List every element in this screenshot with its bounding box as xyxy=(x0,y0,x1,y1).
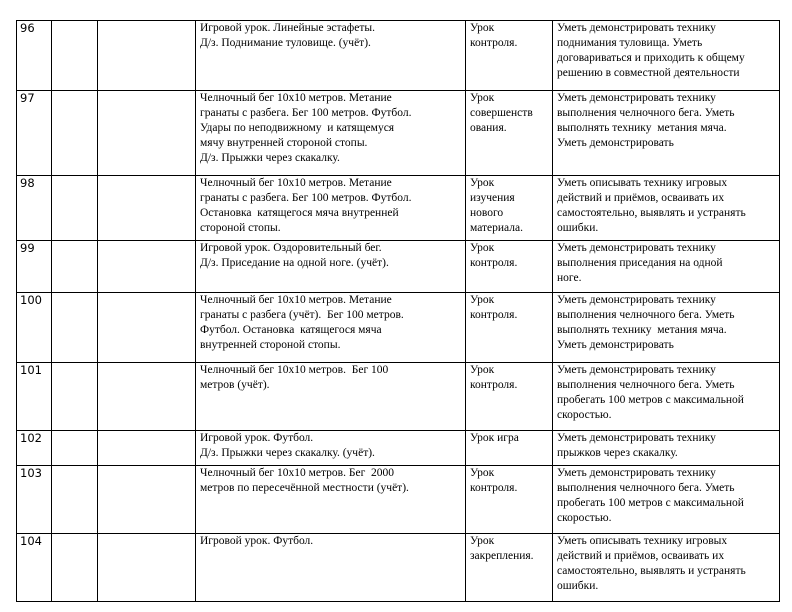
lesson-type: Урок контроля. xyxy=(466,466,553,534)
lesson-outcome: Уметь описывать технику игровых действий и приёмов, осваивать их самостоятельно, выявлять и устранять ошибки. xyxy=(553,534,780,602)
empty-cell xyxy=(52,176,98,241)
lesson-type: Урок контроля. xyxy=(466,241,553,293)
empty-cell xyxy=(52,534,98,602)
lesson-number: 99 xyxy=(17,241,52,293)
empty-cell xyxy=(98,363,196,431)
lesson-topic: Челночный бег 10х10 метров. Бег 2000 метров по пересечённой местности (учёт). xyxy=(196,466,466,534)
table-row xyxy=(17,176,780,241)
lesson-topic: Челночный бег 10х10 метров. Метание гранаты с разбега. Бег 100 метров. Футбол. Удары по неподвижному и катящемуся мячу внутренней стороной стопы. Д/з. Прыжки через скакалку. xyxy=(196,91,466,176)
empty-cell xyxy=(98,21,196,91)
lesson-outcome: Уметь демонстрировать технику выполнения челночного бега. Уметь выполнять технику метания мяча. Уметь демонстрировать xyxy=(553,91,780,176)
empty-cell xyxy=(52,21,98,91)
lesson-number: 101 xyxy=(17,363,52,431)
empty-cell xyxy=(98,91,196,176)
empty-cell xyxy=(52,363,98,431)
empty-cell xyxy=(52,241,98,293)
table-row xyxy=(17,534,780,602)
lesson-type: Урок изучения нового материала. xyxy=(466,176,553,241)
lesson-type: Урок контроля. xyxy=(466,21,553,91)
table-row xyxy=(17,241,780,293)
lesson-type: Урок игра xyxy=(466,431,553,466)
empty-cell xyxy=(98,466,196,534)
lesson-outcome: Уметь демонстрировать технику выполнения челночного бега. Уметь пробегать 100 метров с максимальной скоростью. xyxy=(553,466,780,534)
empty-cell xyxy=(52,293,98,363)
lesson-topic: Игровой урок. Оздоровительный бег. Д/з. Приседание на одной ноге. (учёт). xyxy=(196,241,466,293)
lesson-outcome: Уметь демонстрировать технику поднимания туловища. Уметь договариваться и приходить к общему решению в совместной деятельности xyxy=(553,21,780,91)
lesson-number: 98 xyxy=(17,176,52,241)
empty-cell xyxy=(98,534,196,602)
empty-cell xyxy=(98,293,196,363)
lesson-topic: Игровой урок. Футбол. xyxy=(196,534,466,602)
lesson-number: 102 xyxy=(17,431,52,466)
table-row xyxy=(17,431,780,466)
lesson-outcome: Уметь демонстрировать технику выполнения челночного бега. Уметь выполнять технику метания мяча. Уметь демонстрировать xyxy=(553,293,780,363)
table-row xyxy=(17,363,780,431)
lesson-type: Урок контроля. xyxy=(466,363,553,431)
empty-cell xyxy=(98,241,196,293)
lesson-number: 97 xyxy=(17,91,52,176)
lesson-topic: Челночный бег 10х10 метров. Метание гранаты с разбега (учёт). Бег 100 метров. Футбол. Остановка катящегося мяча внутренней стороной стопы. xyxy=(196,293,466,363)
lesson-outcome: Уметь демонстрировать технику прыжков через скакалку. xyxy=(553,431,780,466)
lesson-type: Урок закрепления. xyxy=(466,534,553,602)
lesson-type: Урок совершенств ования. xyxy=(466,91,553,176)
lesson-number: 103 xyxy=(17,466,52,534)
empty-cell xyxy=(52,91,98,176)
lesson-topic: Игровой урок. Футбол. Д/з. Прыжки через скакалку. (учёт). xyxy=(196,431,466,466)
lesson-outcome: Уметь описывать технику игровых действий и приёмов, осваивать их самостоятельно, выявлять и устранять ошибки. xyxy=(553,176,780,241)
lesson-number: 96 xyxy=(17,21,52,91)
lesson-topic: Челночный бег 10х10 метров. Метание гранаты с разбега. Бег 100 метров. Футбол. Остановка катящегося мяча внутренней стороной стопы. xyxy=(196,176,466,241)
lesson-number: 104 xyxy=(17,534,52,602)
lesson-topic: Игровой урок. Линейные эстафеты. Д/з. Поднимание туловище. (учёт). xyxy=(196,21,466,91)
table-row xyxy=(17,466,780,534)
empty-cell xyxy=(52,431,98,466)
lesson-topic: Челночный бег 10х10 метров. Бег 100 метров (учёт). xyxy=(196,363,466,431)
empty-cell xyxy=(52,466,98,534)
lesson-outcome: Уметь демонстрировать технику выполнения челночного бега. Уметь пробегать 100 метров с максимальной скоростью. xyxy=(553,363,780,431)
lesson-plan-table xyxy=(16,20,780,602)
lesson-outcome: Уметь демонстрировать технику выполнения приседания на одной ноге. xyxy=(553,241,780,293)
empty-cell xyxy=(98,431,196,466)
empty-cell xyxy=(98,176,196,241)
lesson-type: Урок контроля. xyxy=(466,293,553,363)
table-row xyxy=(17,91,780,176)
lesson-number: 100 xyxy=(17,293,52,363)
table-row xyxy=(17,293,780,363)
table-row xyxy=(17,21,780,91)
